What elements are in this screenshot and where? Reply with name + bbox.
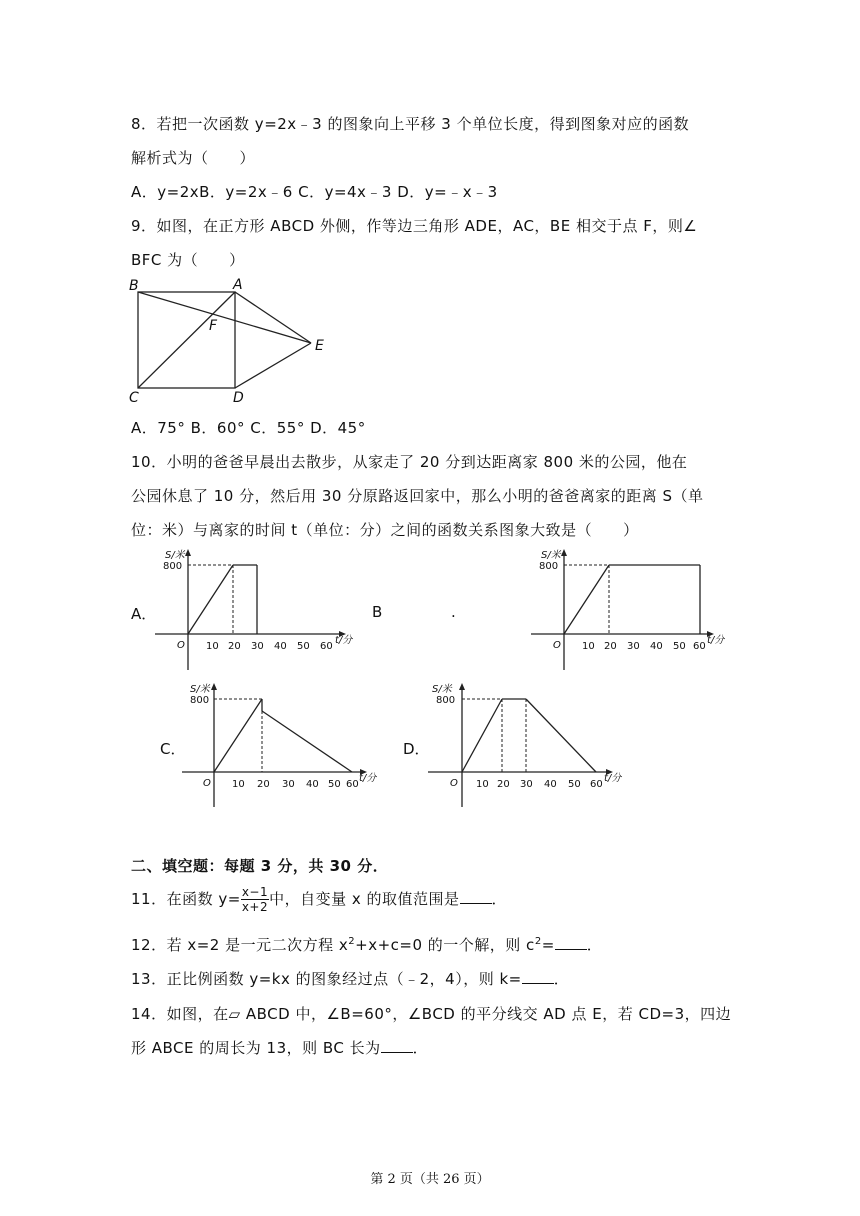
q12: 12．若 x=2 是一元二次方程 $x^2+x+c=0$ 的一个解，则 $c^2=$ ． [131, 936, 603, 954]
page-footer: 第 2 页（共 26 页） [370, 1172, 490, 1187]
label-E: E [315, 338, 324, 354]
option-B-dot: . [451, 603, 456, 621]
y-axis-label: S/米 [190, 684, 210, 695]
origin: O [177, 640, 185, 651]
x-tick: 40 [650, 641, 663, 652]
option-B-label: B [372, 603, 383, 621]
graph-A [155, 546, 360, 674]
q14-line1: 14．如图，在▱ ABCD 中，∠B=60°，∠BCD 的平分线交 AD 点 E，若 CD=3，四边 [131, 1005, 732, 1023]
square-triangle-figure [126, 274, 336, 406]
graph-C [182, 680, 387, 810]
x-tick: 40 [544, 779, 557, 790]
label-F: F [209, 318, 218, 334]
x-tick: 30 [282, 779, 295, 790]
x-tick: 50 [297, 641, 310, 652]
q14-line2: 形 ABCE 的周长为 13，则 BC 长为 ． [131, 1039, 429, 1057]
section-title: 二、填空题：每题 3 分，共 30 分． [131, 857, 389, 875]
x-tick: 10 [476, 779, 489, 790]
label-A: A [233, 277, 243, 293]
q13: 13．正比例函数 y=kx 的图象经过点（﹣2，4），则 k= ． [131, 970, 570, 988]
x-axis-label: t/分 [707, 635, 725, 646]
origin: O [450, 778, 458, 789]
q8-options: A．y=2xB．y=2x﹣6 C．y=4x﹣3 D．y=﹣x﹣3 [131, 183, 498, 201]
x-tick: 20 [497, 779, 510, 790]
x-tick: 10 [206, 641, 219, 652]
x-tick: 60 [693, 641, 706, 652]
q11: 11．在函数 y= $\frac{x-1}{x+2}$ 中，自变量 x 的取值范围是 ． [131, 885, 508, 914]
x-tick: 40 [274, 641, 287, 652]
answer-blank [522, 969, 554, 984]
x-tick: 60 [320, 641, 333, 652]
x-tick: 30 [627, 641, 640, 652]
q10-line3: 位：米）与离家的时间 t（单位：分）之间的函数关系图象大致是（ ） [131, 521, 639, 539]
option-A-label: A． [131, 605, 157, 623]
fraction: $\frac{x-1}{x+2}$ [241, 885, 269, 914]
x-tick: 20 [257, 779, 270, 790]
x-tick: 50 [328, 779, 341, 790]
y-axis-label: S/米 [541, 550, 561, 561]
x-tick: 20 [228, 641, 241, 652]
graph-D [428, 680, 633, 810]
q10-line2: 公园休息了 10 分，然后用 30 分原路返回家中，那么小明的爸爸离家的距离 S（单 [131, 487, 704, 505]
origin: O [553, 640, 561, 651]
y-tick: 800 [190, 695, 210, 706]
x-tick: 50 [568, 779, 581, 790]
x-tick: 50 [673, 641, 686, 652]
x-tick: 40 [306, 779, 319, 790]
x-tick: 10 [582, 641, 595, 652]
q9-options: A．75° B．60° C．55° D．45° [131, 419, 366, 437]
x-axis-label: t/分 [335, 635, 353, 646]
answer-blank [381, 1038, 413, 1053]
graph-B [531, 546, 736, 674]
y-tick: 800 [539, 561, 559, 572]
answer-blank [460, 889, 492, 904]
q10-line1: 10．小明的爸爸早晨出去散步，从家走了 20 分到达距离家 800 米的公园，他在 [131, 453, 688, 471]
q9-line1: 9．如图，在正方形 ABCD 外侧，作等边三角形 ADE，AC，BE 相交于点 F，则∠ [131, 217, 698, 235]
x-axis-label: t/分 [359, 773, 377, 784]
y-axis-label: S/米 [432, 684, 452, 695]
answer-blank [555, 935, 587, 950]
q8-line2: 解析式为（ ） [131, 149, 256, 167]
y-tick: 800 [436, 695, 456, 706]
x-tick: 20 [604, 641, 617, 652]
option-D-label: D． [403, 740, 430, 758]
x-tick: 60 [346, 779, 359, 790]
x-tick: 30 [520, 779, 533, 790]
x-tick: 30 [251, 641, 264, 652]
x-tick: 10 [232, 779, 245, 790]
label-C: C [129, 390, 139, 406]
label-D: D [233, 390, 244, 406]
q9-line2: BFC 为（ ） [131, 251, 245, 269]
y-tick: 800 [163, 561, 183, 572]
q8-line1: 8．若把一次函数 y=2x﹣3 的图象向上平移 3 个单位长度，得到图象对应的函数 [131, 115, 690, 133]
x-tick: 60 [590, 779, 603, 790]
option-C-label: C． [160, 740, 186, 758]
origin: O [203, 778, 211, 789]
y-axis-label: S/米 [165, 550, 185, 561]
label-B: B [129, 278, 139, 294]
x-axis-label: t/分 [604, 773, 622, 784]
